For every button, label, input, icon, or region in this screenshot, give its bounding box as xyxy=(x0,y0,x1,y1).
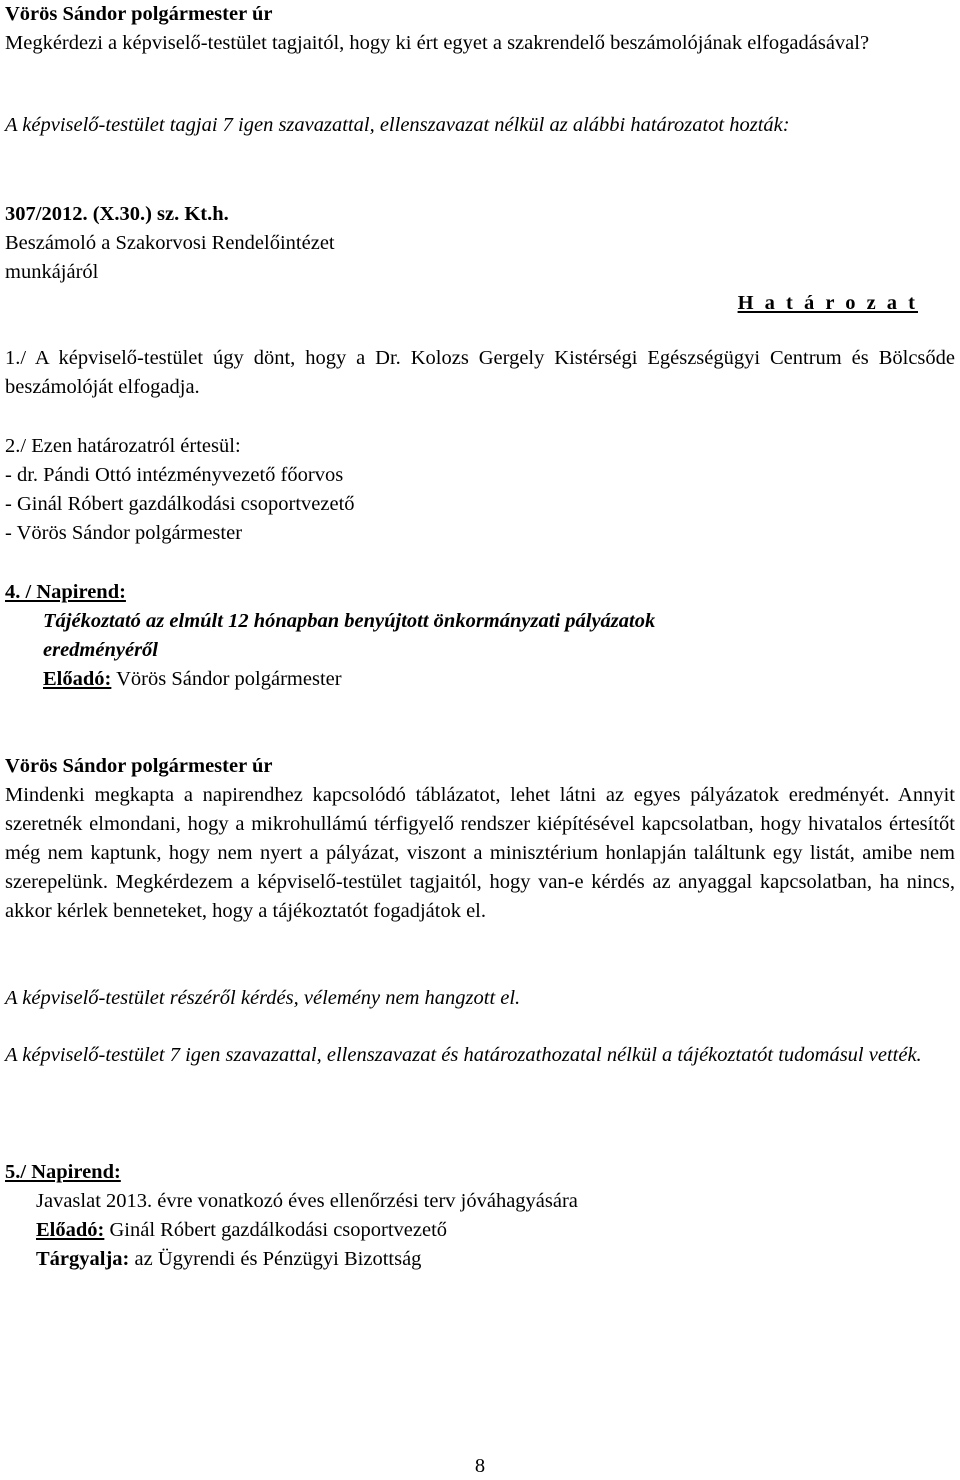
agenda-4-presenter xyxy=(5,665,955,694)
notification-item: - Ginál Róbert gazdálkodási csoportvezető xyxy=(5,493,355,515)
note-vote-result xyxy=(5,1041,955,1070)
agenda-4-title-line-2: eredményéről xyxy=(43,639,158,661)
agenda-5 xyxy=(5,1158,955,1274)
agenda-5-heading: 5./ Napirend: xyxy=(5,1161,121,1183)
agenda-5-title: Javaslat 2013. évre vonatkozó éves ellenőrzési terv jóváhagyására xyxy=(36,1190,578,1212)
agenda-4-heading: 4. / Napirend: xyxy=(5,581,126,603)
vote-text: A képviselő-testület tagjai 7 igen szavazattal, ellenszavazat nélkül az alábbi határozatot hozták: xyxy=(5,114,790,136)
page-number: 8 xyxy=(474,1455,486,1477)
speech-text: Mindenki megkapta a napirendhez kapcsolódó táblázatot, lehet látni az egyes pályázatok eredményét. Annyit szeretnék elmondani, hogy a mikrohullámú térfigyelő rendszer kiépítésével kapcsolatban, hogy hivatalos értesítőt még nem kaptunk, hogy nem nyert a pályázat, viszont a minisztérium honlapján találtunk egy listát, amibe nem szerepelünk. Megkérdezem a képviselő-testület tagjaitól, hogy van-e kérdés az anyaggal kapcsolatban, ha nincs, akkor kérlek benneteket, hogy a tájékoztatót fogadjátok el. xyxy=(5,784,955,922)
speech-block-1 xyxy=(5,0,955,58)
agenda-5-discussed-by xyxy=(5,1245,955,1274)
resolution-title-line-1: Beszámoló a Szakorvosi Rendelőintézet xyxy=(5,232,335,254)
resolution-heading: H a t á r o z a t xyxy=(737,292,918,314)
notification-list xyxy=(5,432,955,548)
note-no-questions xyxy=(5,984,955,1013)
resolution-block xyxy=(5,200,955,287)
resolution-point-1 xyxy=(5,344,955,402)
speaker-name: Vörös Sándor polgármester úr xyxy=(5,755,273,777)
agenda-4 xyxy=(5,578,955,694)
presenter-name: Vörös Sándor polgármester xyxy=(111,668,342,690)
resolution-title-line-2: munkájáról xyxy=(5,261,99,283)
agenda-5-presenter xyxy=(5,1216,955,1245)
agenda-4-title-line-1: Tájékoztató az elmúlt 12 hónapban benyújtott önkormányzati pályázatok xyxy=(43,610,656,632)
note-text: A képviselő-testület 7 igen szavazattal, ellenszavazat és határozathozatal nélkül a tájékoztatót tudomásul vették. xyxy=(5,1044,922,1066)
discuss-label: Tárgyalja: xyxy=(36,1248,130,1270)
notification-item: - Vörös Sándor polgármester xyxy=(5,522,243,544)
note-text: A képviselő-testület részéről kérdés, vélemény nem hangzott el. xyxy=(5,987,521,1009)
presenter-label: Előadó: xyxy=(43,668,112,690)
vote-statement xyxy=(5,111,955,140)
notification-title: 2./ Ezen határozatról értesül: xyxy=(5,435,241,457)
speech-block-2 xyxy=(5,752,955,926)
resolution-point-1-text: 1./ A képviselő-testület úgy dönt, hogy a Dr. Kolozs Gergely Kistérségi Egészségügyi Centrum és Bölcsőde beszámolóját elfogadja. xyxy=(5,347,955,398)
presenter-name: Ginál Róbert gazdálkodási csoportvezető xyxy=(104,1219,448,1241)
notification-item: - dr. Pándi Ottó intézményvezető főorvos xyxy=(5,464,344,486)
speaker-name: Vörös Sándor polgármester úr xyxy=(5,3,273,25)
presenter-label: Előadó: xyxy=(36,1219,105,1241)
discuss-body: az Ügyrendi és Pénzügyi Bizottság xyxy=(129,1248,422,1270)
speech-text: Megkérdezi a képviselő-testület tagjaitól, hogy ki ért egyet a szakrendelő beszámolójának elfogadásával? xyxy=(5,32,870,54)
resolution-id: 307/2012. (X.30.) sz. Kt.h. xyxy=(5,203,229,225)
